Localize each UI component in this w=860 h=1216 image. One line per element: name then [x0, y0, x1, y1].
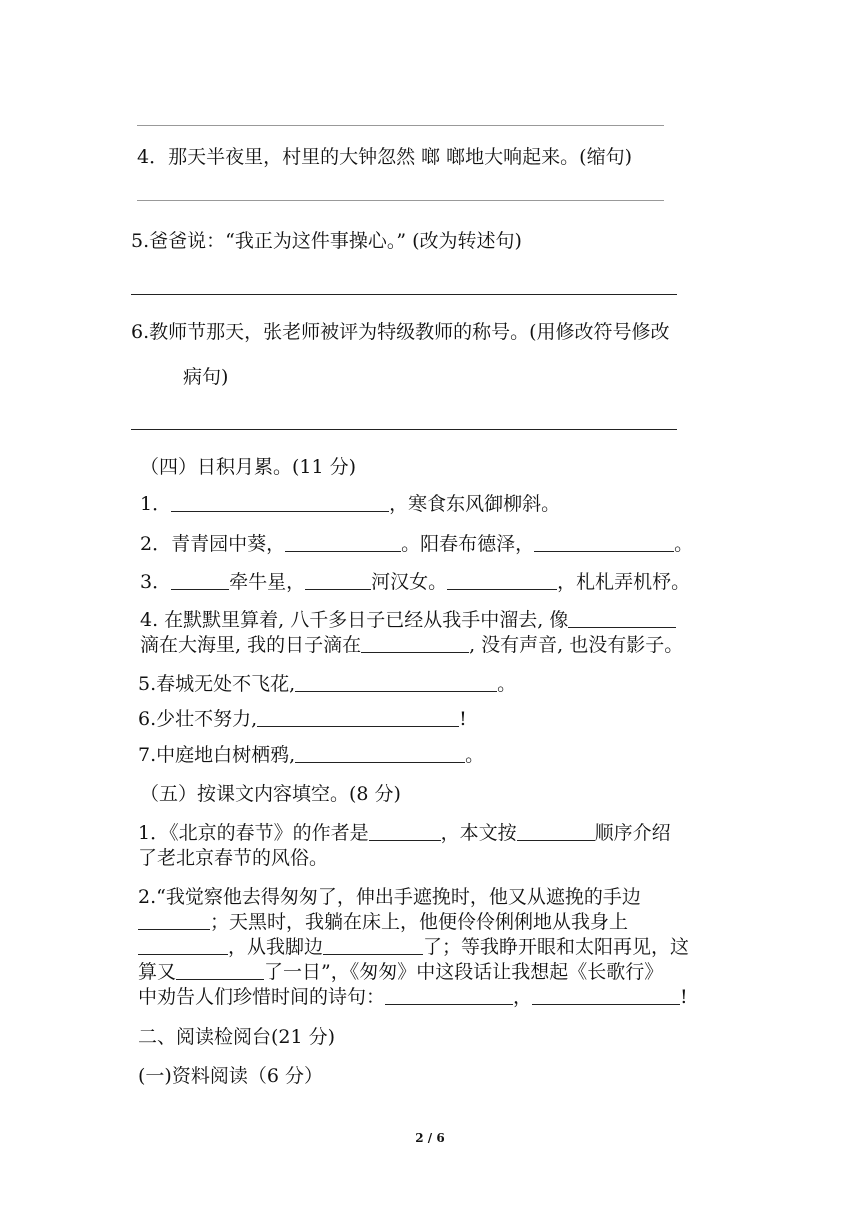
blank [385, 986, 513, 1005]
blank [285, 533, 401, 552]
item-6: 6.少壮不努力, ! [138, 708, 467, 730]
blank [532, 986, 680, 1005]
section-4-heading: （四）日积月累。(11 分) [140, 456, 357, 478]
answer-line [137, 200, 664, 201]
answer-line [131, 429, 677, 430]
fill-2-line3: ，从我脚边 了；等我睁开眼和太阳再见，这 [138, 935, 689, 959]
part-2-subheading: (一)资料阅读（6 分） [138, 1065, 323, 1087]
question-5: 5.爸爸说：“我正为这件事操心。” (改为转述句) [131, 230, 522, 252]
question-6-line2: 病句) [183, 366, 229, 388]
question-6-line1: 6.教师节那天，张老师被评为特级教师的称号。(用修改符号修改 [131, 321, 670, 343]
item-3: 3． 牵牛星， 河汉女。 ，札札弄机杼。 [140, 571, 691, 593]
blank [138, 936, 228, 955]
page-number: 2 / 6 [415, 1131, 445, 1145]
blank [171, 571, 229, 590]
answer-line [137, 125, 664, 126]
answer-line [131, 294, 677, 295]
blank [447, 571, 557, 590]
fill-2-line5: 中劝告人们珍惜时间的诗句： ， ! [138, 986, 688, 1008]
blank [517, 822, 595, 841]
blank [257, 708, 459, 727]
blank [323, 936, 423, 955]
blank [295, 673, 497, 692]
fill-2-line1: 2.“我觉察他去得匆匆了，伸出手遮挽时，他又从遮挽的手边 [138, 886, 641, 908]
question-4: 4．那天半夜里，村里的大钟忽然 啷 啷地大响起来。(缩句) [137, 146, 632, 168]
blank [369, 822, 441, 841]
fill-1-line2: 了老北京春节的风俗。 [138, 847, 329, 869]
blank [534, 533, 674, 552]
fill-2-line4: 算又 了一日”，《匆匆》中这段话让我想起《长歌行》 [138, 961, 664, 983]
blank [361, 634, 469, 653]
blank [295, 744, 465, 763]
section-5-heading: （五）按课文内容填空。(8 分) [140, 783, 401, 805]
blank [176, 961, 264, 980]
item-4-line1: 4. 在默默里算着, 八千多日子已经从我手中溜去, 像 [140, 608, 676, 632]
blank [568, 609, 676, 628]
blank [305, 571, 371, 590]
item-1: 1． ，寒食东风御柳斜。 [140, 493, 561, 515]
fill-2-line2: ；天黑时，我躺在床上，他便伶伶俐俐地从我身上 [138, 910, 628, 934]
part-2-heading: 二、阅读检阅台(21 分) [138, 1026, 336, 1048]
blank [138, 911, 210, 930]
item-7: 7.中庭地白树栖鸦, 。 [138, 744, 485, 766]
fill-1-line1: 1．《北京的春节》的作者是 ，本文按 顺序介绍 [138, 822, 671, 844]
blank [171, 493, 389, 512]
item-5: 5.春城无处不飞花, 。 [138, 673, 517, 695]
item-4-line2: 滴在大海里, 我的日子滴在 , 没有声音, 也没有影子。 [140, 634, 684, 656]
item-2: 2．青青园中葵， 。阳春布德泽， 。 [140, 533, 694, 555]
